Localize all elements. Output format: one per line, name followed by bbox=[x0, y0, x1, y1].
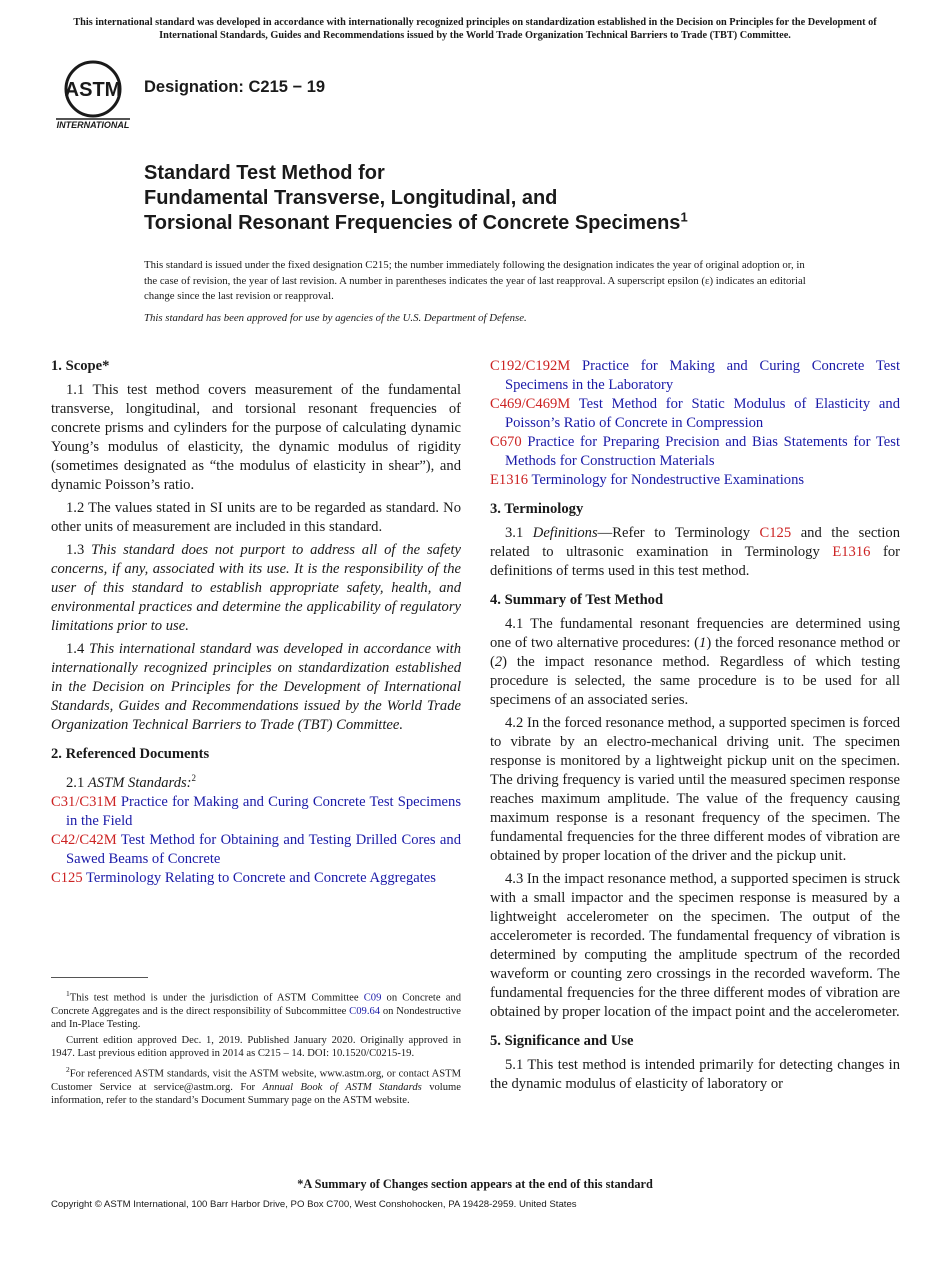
para-4-1-n1: 1 bbox=[699, 635, 707, 651]
designation: Designation: C215 − 19 bbox=[144, 78, 326, 96]
astm-standards-subheading bbox=[66, 769, 461, 793]
para-1-3-number: 1.3 bbox=[66, 542, 92, 558]
para-4-1-n2: 2 bbox=[494, 654, 503, 670]
reference-item[interactable] bbox=[490, 395, 900, 433]
para-3-1-number: 3.1 bbox=[505, 525, 533, 541]
reference-item[interactable] bbox=[51, 831, 461, 869]
reference-code[interactable]: C469/C469M bbox=[490, 396, 571, 412]
reference-code[interactable]: C125 bbox=[51, 869, 83, 886]
reference-item[interactable] bbox=[51, 793, 461, 831]
footnote-divider bbox=[51, 977, 148, 978]
footnote-1-text-a: This test method is under the jurisdiction of ASTM Committee bbox=[69, 992, 364, 1004]
astm-logo bbox=[52, 58, 134, 132]
footnotes bbox=[51, 987, 461, 1109]
para-4-1 bbox=[490, 615, 900, 710]
reference-item[interactable] bbox=[490, 471, 900, 490]
para-1-3-text: This standard does not purport to address all of the safety concerns, if any, associated with its use. It is the responsibility of the user of this standard to establish appropriate safety, health, and environmental practices and determine the applicability of regulatory limitations prior to use. bbox=[51, 542, 461, 634]
para-3-1-text-a: —Refer to Terminology bbox=[597, 525, 760, 541]
footnote-1-text-b: on Concrete and Concrete Aggregates and is the direct responsibility of Subcommittee bbox=[51, 992, 461, 1017]
summary-of-changes-note: *A Summary of Changes section appears at the end of this standard bbox=[297, 1177, 653, 1191]
reference-code[interactable]: C670 bbox=[490, 434, 522, 450]
para-1-4 bbox=[51, 640, 461, 735]
sub-text: ASTM Standards: bbox=[87, 774, 192, 791]
reference-title[interactable]: Test Method for Obtaining and Testing Drilled Cores and Sawed Beams of Concrete bbox=[66, 831, 461, 867]
title-footnote-mark: 1 bbox=[680, 209, 688, 225]
para-3-1-text-c: for definitions of terms used in this test method. bbox=[490, 544, 901, 579]
title-line-1: Standard Test Method for bbox=[144, 162, 385, 184]
footnote-2-text-b: volume information, refer to the standard’s Document Summary page on the ASTM website. bbox=[51, 1081, 461, 1106]
para-1-4-text: This international standard was developed in accordance with internationally recognized principles on standardization established in the Decision on Principles for the Development of International Standards, Guides and Recommendations issued by the World Trade Organization Technical Barriers to Trade (TBT) Committee. bbox=[51, 641, 462, 733]
reference-item[interactable] bbox=[51, 869, 461, 888]
footnote-2-text-a: For referenced ASTM standards, visit the ASTM website, www.astm.org, or contact ASTM Customer Service at service@astm.org. For bbox=[51, 1068, 461, 1093]
scope-heading: 1. Scope* bbox=[51, 358, 110, 374]
para-4-1-b: ) the forced resonance method or ( bbox=[490, 635, 900, 670]
para-4-2: 4.2 In the forced resonance method, a supported specimen is forced to vibrate by an electro-mechanical driving unit. The specimen response is monitored by a lightweight pickup unit on the specimen. The driving frequency is varied until the measured specimen response reaches maximum amplitude. The value of the frequency causing maximum response is a resonant frequency of the specimen. The fundamental frequencies for the three different modes of vibration are obtained by proper location of the driver and the pickup unit. bbox=[490, 715, 900, 864]
significance-heading: 5. Significance and Use bbox=[490, 1033, 634, 1049]
para-4-3: 4.3 In the impact resonance method, a supported specimen is struck with a small impactor and the specimen response is measured by a lightweight accelerometer on the specimen. The output of the accelerometer is recorded. The fundamental frequency of vibration is determined by computing the amplitude spectrum of the recorded waveform or counting zero crossings in the recorded waveform. The fundamental frequencies for the three different modes of vibration are obtained by proper location of the impact point and the accelerometer. bbox=[490, 871, 900, 1020]
title-line-3: Torsional Resonant Frequencies of Concrete Specimens bbox=[144, 212, 681, 234]
referenced-heading: 2. Referenced Documents bbox=[51, 746, 210, 762]
logo-subtext: INTERNATIONAL bbox=[56, 120, 130, 130]
reference-code[interactable]: C192/C192M bbox=[490, 358, 571, 374]
footnote-2-mark: 2 bbox=[66, 1064, 70, 1074]
reference-title[interactable]: Practice for Preparing Precision and Bias Statements for Test Methods for Construction Materials bbox=[505, 434, 900, 469]
para-4-1-a: 4.1 The fundamental resonant frequencies are determined using one of two alternative procedures: ( bbox=[490, 616, 900, 651]
document-title bbox=[144, 161, 688, 236]
link-c09-64[interactable]: C09.64 bbox=[349, 1005, 381, 1017]
summary-heading: 4. Summary of Test Method bbox=[490, 592, 664, 608]
link-e1316[interactable]: E1316 bbox=[832, 544, 871, 560]
footnote-edition: Current edition approved Dec. 1, 2019. Published January 2020. Originally approved in 1947. Last previous edition approved in 2014 as C215 – 14. DOI: 10.1520/C0215-19. bbox=[51, 1034, 461, 1060]
para-3-1 bbox=[490, 524, 900, 581]
reference-title[interactable]: Terminology for Nondestructive Examinations bbox=[531, 472, 805, 488]
para-1-1: 1.1 This test method covers measurement of the fundamental transverse, longitudinal, and torsional resonant frequencies of concrete prisms and cylinders for the purpose of calculating dynamic Young’s modulus of elasticity, the dynamic modulus of rigidity (sometimes designated as “the modulus of elasticity in shear”), and dynamic Poisson’s ratio. bbox=[51, 382, 461, 493]
title-line-2: Fundamental Transverse, Longitudinal, and bbox=[144, 187, 558, 209]
link-c09[interactable]: C09 bbox=[363, 992, 382, 1004]
wto-notice: This international standard was developed in accordance with internationally recognized principles on standardization established in the Decision on Principles for the Development of International Standards, Guides and Recommendations issued by the World Trade Organization Technical Barriers to Trade (TBT) Committee. bbox=[73, 17, 877, 41]
footnote-1-text-c: on Nondestructive and In-Place Testing. bbox=[51, 1005, 461, 1031]
footnote-1-mark: 1 bbox=[66, 989, 70, 998]
reference-code[interactable]: C31/C31M bbox=[51, 793, 117, 810]
definitions-term: Definitions bbox=[532, 525, 598, 541]
dod-note: This standard has been approved for use by agencies of the U.S. Department of Defense. bbox=[144, 312, 527, 324]
reference-code[interactable]: E1316 bbox=[490, 472, 529, 488]
terminology-heading: 3. Terminology bbox=[490, 501, 584, 517]
link-c125[interactable]: C125 bbox=[759, 525, 792, 541]
reference-item[interactable] bbox=[490, 433, 900, 471]
para-3-1-text-b: and the section related to ultrasonic examination in Terminology bbox=[490, 525, 900, 560]
left-column bbox=[51, 357, 461, 888]
reference-title[interactable]: Terminology Relating to Concrete and Concrete Aggregates bbox=[86, 869, 436, 886]
reference-title[interactable]: Test Method for Static Modulus of Elasticity and Poisson’s Ratio of Concrete in Compression bbox=[505, 396, 900, 431]
reference-item[interactable] bbox=[490, 357, 900, 395]
sub-footnote-mark: 2 bbox=[191, 773, 197, 783]
copyright-line: Copyright © ASTM International, 100 Barr Harbor Drive, PO Box C700, West Conshohocken, PA 19428-2959. United States bbox=[51, 1199, 577, 1210]
footnote-1 bbox=[51, 987, 461, 1032]
para-5-1: 5.1 This test method is intended primarily for detecting changes in the dynamic modulus of elasticity of laboratory or bbox=[490, 1057, 900, 1092]
reference-title[interactable]: Practice for Making and Curing Concrete Test Specimens in the Field bbox=[66, 793, 461, 829]
reference-title[interactable]: Practice for Making and Curing Concrete Test Specimens in the Laboratory bbox=[505, 358, 900, 393]
issue-note: This standard is issued under the fixed designation C215; the number immediately following the designation indicates the year of original adoption or, in the case of revision, the year of last revision. A number in parentheses indicates the year of last reapproval. A superscript epsilon (ε) indicates an editorial change since the last revision or reapproval. bbox=[144, 259, 806, 302]
footnote-2-italic: Annual Book of ASTM Standards bbox=[262, 1081, 422, 1093]
para-4-1-c: ) the impact resonance method. Regardless of which testing procedure is selected, the same procedure is to be used for all specimens of an associated series. bbox=[490, 654, 900, 708]
sub-number: 2.1 bbox=[66, 774, 88, 791]
logo-text: ASTM bbox=[64, 79, 122, 101]
para-1-4-number: 1.4 bbox=[66, 641, 90, 657]
para-1-3 bbox=[51, 541, 461, 636]
right-column bbox=[490, 357, 900, 1098]
reference-code[interactable]: C42/C42M bbox=[51, 831, 117, 848]
para-1-2: 1.2 The values stated in SI units are to be regarded as standard. No other units of measurement are included in this standard. bbox=[51, 500, 461, 535]
footnote-2 bbox=[51, 1063, 461, 1108]
